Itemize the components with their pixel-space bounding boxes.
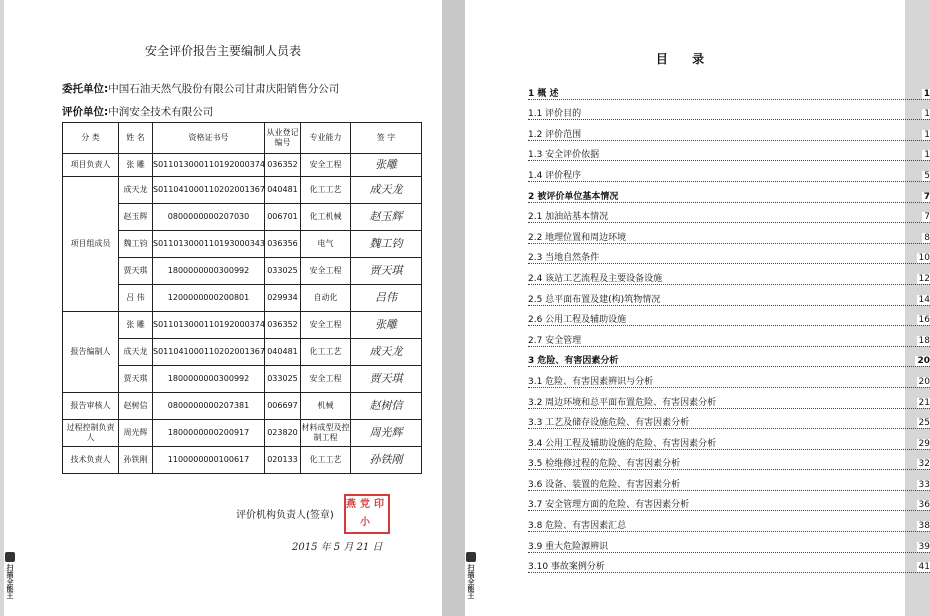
cell-signature: 周光辉	[351, 420, 422, 447]
cell-signature: 成天龙	[351, 177, 422, 204]
header-name: 姓 名	[119, 123, 153, 154]
toc-entry[interactable]	[528, 285, 930, 306]
evaluator-label: 评价单位:	[62, 106, 109, 118]
toc-entry-label: 3.9 重大危险源辨识	[528, 539, 610, 552]
toc-entry[interactable]	[528, 450, 930, 471]
cell-reg: 036352	[265, 312, 301, 339]
commissioner-label: 委托单位:	[62, 83, 109, 95]
staff-table-page	[4, 0, 442, 616]
cell-category: 过程控制负责人	[63, 420, 119, 447]
toc-entry[interactable]	[528, 100, 930, 121]
toc-entry-label: 3.2 周边环境和总平面布置危险、有害因素分析	[528, 395, 718, 408]
toc-entry-page: 32	[918, 459, 930, 470]
commissioner-value: 中国石油天然气股份有限公司甘肃庆阳销售分公司	[108, 83, 340, 95]
table-header-row	[63, 123, 422, 154]
toc-entry-page: 1	[923, 88, 930, 99]
evaluator-line	[62, 104, 213, 119]
cell-signature: 孙铁刚	[351, 447, 422, 474]
staff-table	[62, 122, 422, 474]
signature-date: 2015 年 5 月 21 日	[292, 542, 383, 553]
cell-reg: 033025	[265, 258, 301, 285]
cell-name: 吕 伟	[119, 285, 153, 312]
scanner-watermark-label: 扫描全能王	[6, 564, 14, 599]
toc-entry-label: 2.5 总平面布置及建(构)筑物情况	[528, 292, 662, 305]
cell-skill: 电气	[301, 231, 351, 258]
cell-skill: 安全工程	[301, 258, 351, 285]
cell-name: 赵树信	[119, 393, 153, 420]
table-of-contents-page	[465, 0, 930, 616]
toc-entry-page: 20	[917, 356, 930, 367]
page-title: 安全评价报告主要编制人员表	[144, 44, 301, 58]
header-signature: 签 字	[351, 123, 422, 154]
toc-entry-page: 21	[918, 397, 930, 408]
cell-cert: S011041000110202001367	[153, 339, 265, 366]
cell-reg: 023820	[265, 420, 301, 447]
toc-entry[interactable]	[528, 511, 930, 532]
toc-entry-page: 18	[918, 335, 930, 346]
toc-entry-label: 2 被评价单位基本情况	[528, 189, 620, 202]
cell-category: 报告编制人	[63, 312, 119, 393]
toc-entry-label: 3.3 工艺及储存设施危险、有害因素分析	[528, 415, 691, 428]
scanner-watermark-label: 扫描全能王	[467, 564, 475, 599]
cell-reg: 040481	[265, 339, 301, 366]
cell-cert: 1100000000100617	[153, 447, 265, 474]
cell-name: 魏工钧	[119, 231, 153, 258]
cell-reg: 006697	[265, 393, 301, 420]
cell-cert: 1800000000200917	[153, 420, 265, 447]
cell-skill: 安全工程	[301, 154, 351, 177]
toc-entry[interactable]	[528, 388, 930, 409]
cell-cert: S011013000110193000343	[153, 231, 265, 258]
cell-name: 张 雕	[119, 154, 153, 177]
commissioner-line	[62, 81, 339, 96]
toc-entry[interactable]	[528, 553, 930, 574]
cell-reg: 040481	[265, 177, 301, 204]
cell-signature: 魏工钧	[351, 231, 422, 258]
cell-reg: 006701	[265, 204, 301, 231]
cell-reg: 036356	[265, 231, 301, 258]
toc-entry-label: 1 概 述	[528, 86, 561, 99]
toc-entry[interactable]	[528, 326, 930, 347]
toc-entry-page: 41	[918, 562, 930, 573]
toc-entry-page: 12	[918, 273, 930, 284]
cell-cert: S011013000110192000374	[153, 154, 265, 177]
cell-signature: 张雕	[351, 312, 422, 339]
header-reg: 从业登记编号	[265, 123, 301, 154]
scanner-logo-icon	[466, 552, 476, 562]
toc-title: 目 录	[655, 52, 715, 66]
cell-skill: 化工工艺	[301, 447, 351, 474]
toc-entry-label: 3.4 公用工程及辅助设施的危险、有害因素分析	[528, 436, 718, 449]
toc-entry[interactable]	[528, 79, 930, 100]
table-row	[63, 312, 422, 339]
cell-reg: 036352	[265, 154, 301, 177]
toc-entry[interactable]	[528, 367, 930, 388]
toc-entry-page: 14	[918, 294, 930, 305]
org-head-signature-label: 评价机构负责人(签章)	[236, 510, 334, 521]
toc-entry-page: 33	[918, 479, 930, 490]
toc-entry[interactable]	[528, 306, 930, 327]
cell-name: 成天龙	[119, 339, 153, 366]
cell-cert: 1200000000200801	[153, 285, 265, 312]
toc-entry[interactable]	[528, 161, 930, 182]
cell-reg: 020133	[265, 447, 301, 474]
cell-cert: 0800000000207030	[153, 204, 265, 231]
toc-entry-page: 25	[918, 418, 930, 429]
toc-entry[interactable]	[528, 470, 930, 491]
cell-skill: 安全工程	[301, 312, 351, 339]
toc-entry-label: 3.10 事故案例分析	[528, 559, 607, 572]
cell-name: 成天龙	[119, 177, 153, 204]
toc-entry-label: 3.7 安全管理方面的危险、有害因素分析	[528, 497, 691, 510]
toc-entry-page: 39	[918, 541, 930, 552]
cell-cert: 0800000000207381	[153, 393, 265, 420]
toc-entry-label: 2.1 加油站基本情况	[528, 209, 610, 222]
toc-entry-label: 2.3 当地自然条件	[528, 250, 601, 263]
page-gutter	[442, 0, 465, 616]
toc-entry-label: 3.1 危险、有害因素辨识与分析	[528, 374, 655, 387]
cell-skill: 化工工艺	[301, 177, 351, 204]
toc-entry-page: 36	[918, 500, 930, 511]
toc-entry-page: 5	[924, 170, 930, 181]
toc-entry-label: 3.5 检维修过程的危险、有害因素分析	[528, 456, 682, 469]
cell-name: 张 雕	[119, 312, 153, 339]
cell-name: 贾天琪	[119, 258, 153, 285]
toc-entry-label: 1.3 安全评价依据	[528, 147, 601, 160]
cell-signature: 成天龙	[351, 339, 422, 366]
toc-entry-page: 29	[918, 438, 930, 449]
toc-entry-label: 2.6 公用工程及辅助设施	[528, 312, 628, 325]
table-row	[63, 393, 422, 420]
official-seal: 燕党印小	[344, 494, 390, 534]
scanner-logo-icon	[5, 552, 15, 562]
toc-entry[interactable]	[528, 429, 930, 450]
toc-entry-label: 3.6 设备、装置的危险、有害因素分析	[528, 477, 682, 490]
cell-category: 项目组成员	[63, 177, 119, 312]
header-category: 分 类	[63, 123, 119, 154]
header-cert: 资格证书号	[153, 123, 265, 154]
cell-signature: 吕伟	[351, 285, 422, 312]
toc-entry-page: 38	[918, 521, 930, 532]
toc-entry[interactable]	[528, 409, 930, 430]
cell-skill: 化工机械	[301, 204, 351, 231]
cell-signature: 赵树信	[351, 393, 422, 420]
toc-entry[interactable]	[528, 182, 930, 203]
toc-entry-page: 20	[918, 376, 930, 387]
cell-name: 周光辉	[119, 420, 153, 447]
cell-signature: 赵玉辉	[351, 204, 422, 231]
toc-entry-page: 7	[924, 212, 930, 223]
evaluator-value: 中润安全技术有限公司	[108, 106, 214, 118]
table-row	[63, 420, 422, 447]
cell-category: 项目负责人	[63, 154, 119, 177]
toc-entry[interactable]	[528, 532, 930, 553]
cell-reg: 033025	[265, 366, 301, 393]
toc-entry-label: 1.2 评价范围	[528, 127, 583, 140]
toc-entry-label: 2.4 该站工艺流程及主要设备设施	[528, 271, 664, 284]
cell-skill: 安全工程	[301, 366, 351, 393]
toc-entry-page: 7	[923, 191, 930, 202]
cell-cert: S011013000110192000374	[153, 312, 265, 339]
cell-name: 孙铁刚	[119, 447, 153, 474]
toc-list	[528, 79, 930, 573]
toc-entry[interactable]	[528, 244, 930, 265]
toc-entry-page: 1	[924, 109, 930, 120]
cell-skill: 自动化	[301, 285, 351, 312]
cell-signature: 贾天琪	[351, 258, 422, 285]
toc-entry[interactable]	[528, 120, 930, 141]
toc-entry-page: 8	[924, 232, 930, 243]
cell-cert: 1800000000300992	[153, 366, 265, 393]
cell-skill: 化工工艺	[301, 339, 351, 366]
toc-entry-label: 1.4 评价程序	[528, 168, 583, 181]
toc-entry-label: 2.2 地理位置和周边环境	[528, 230, 628, 243]
cell-name: 赵玉辉	[119, 204, 153, 231]
toc-entry-label: 3 危险、有害因素分析	[528, 353, 620, 366]
toc-entry[interactable]	[528, 491, 930, 512]
cell-name: 贾天琪	[119, 366, 153, 393]
toc-entry-page: 10	[918, 253, 930, 264]
cell-reg: 029934	[265, 285, 301, 312]
cell-category: 技术负责人	[63, 447, 119, 474]
toc-entry-label: 1.1 评价目的	[528, 106, 583, 119]
table-row	[63, 154, 422, 177]
table-row	[63, 447, 422, 474]
cell-category: 报告审核人	[63, 393, 119, 420]
toc-entry[interactable]	[528, 223, 930, 244]
cell-signature: 张雕	[351, 154, 422, 177]
toc-entry[interactable]	[528, 141, 930, 162]
toc-entry[interactable]	[528, 347, 930, 368]
scanner-watermark	[466, 552, 478, 608]
cell-cert: S011041000110202001367	[153, 177, 265, 204]
scanner-watermark	[5, 552, 17, 608]
cell-skill: 材料成型及控制工程	[301, 420, 351, 447]
cell-skill: 机械	[301, 393, 351, 420]
cell-cert: 1800000000300992	[153, 258, 265, 285]
cell-signature: 贾天琪	[351, 366, 422, 393]
toc-entry-page: 16	[918, 315, 930, 326]
toc-entry-page: 1	[924, 129, 930, 140]
toc-entry-label: 3.8 危险、有害因素汇总	[528, 518, 628, 531]
toc-entry-page: 1	[924, 150, 930, 161]
toc-entry-label: 2.7 安全管理	[528, 333, 583, 346]
toc-entry[interactable]	[528, 203, 930, 224]
table-row	[63, 177, 422, 204]
header-skill: 专业能力	[301, 123, 351, 154]
toc-entry[interactable]	[528, 264, 930, 285]
